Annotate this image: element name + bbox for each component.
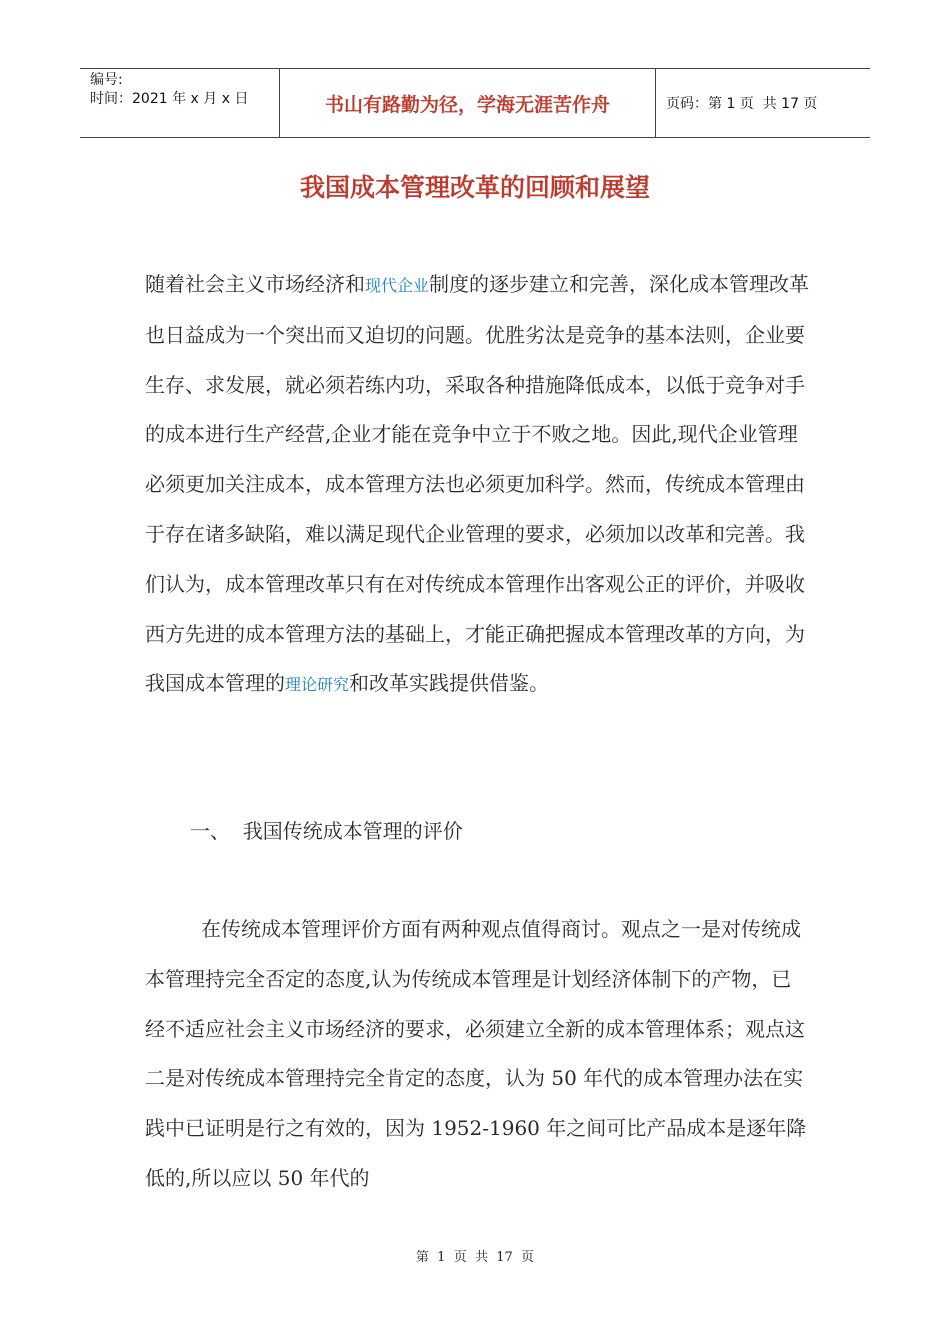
time-label: 时间：2021 年 x 月 x 日 bbox=[90, 91, 249, 107]
intro-text-2: 制度的逐步建立和完善，深化成本管理改革也日益成为一个突出而又迫切的问题。优胜劣汰是竞争的基本法则，企业要生存、求发展，就必须若练内功，采取各种措施降低成本，以低于竞争对手的成本进行生产经营,企业才能在竞争中立于不败之地。因此,现代企业管理必须更加关注成本，成本管理方法也必须更加科学。然而，传统成本管理由于存在诸多缺陷，难以满足现代企业管理的要求，必须加以改革和完善。我们认为，成本管理改革只有在对传统成本管理作出客观公正的评价，并吸收西方先进的成本管理方法的基础上，才能正确把握成本管理改革的方向，为我国成本管理的 bbox=[145, 272, 810, 696]
link-modern-enterprise[interactable]: 现代企业 bbox=[365, 276, 430, 295]
motto: 书山有路勤为径，学海无涯苦作舟 bbox=[324, 93, 610, 116]
page-info: 页码：第 1 页 共 17 页 bbox=[666, 96, 818, 112]
intro-text-1: 随着社会主义市场经济和 bbox=[145, 272, 365, 296]
intro-paragraph bbox=[145, 260, 810, 710]
code-label: 编号: bbox=[90, 72, 123, 88]
section-heading: 一、 我国传统成本管理的评价 bbox=[190, 819, 463, 843]
intro-text-3: 和改革实践提供借鉴。 bbox=[349, 671, 550, 696]
link-theory-research[interactable]: 理论研究 bbox=[285, 675, 350, 695]
section-paragraph: 在传统成本管理评价方面有两种观点值得商讨。观点之一是对传统成本管理持完全否定的态度,认为传统成本管理是计划经济体制下的产物，已经不适应社会主义市场经济的要求，必须建立全新的成本管理体系；观点这二是对传统成本管理持完全肯定的态度，认为 50 年代的成本管理办法在实践中已证明是行之有效的，因为 1952-1960 年之间可比产品成本是逐年降低的,所以应以 50 年代的 bbox=[145, 917, 807, 1190]
header-motto-cell bbox=[280, 69, 656, 137]
page-footer: 第 1 页 共 17 页 bbox=[415, 1250, 535, 1265]
header-meta bbox=[80, 69, 280, 137]
document-title: 我国成本管理改革的回顾和展望 bbox=[299, 173, 650, 202]
header-table bbox=[80, 68, 870, 138]
